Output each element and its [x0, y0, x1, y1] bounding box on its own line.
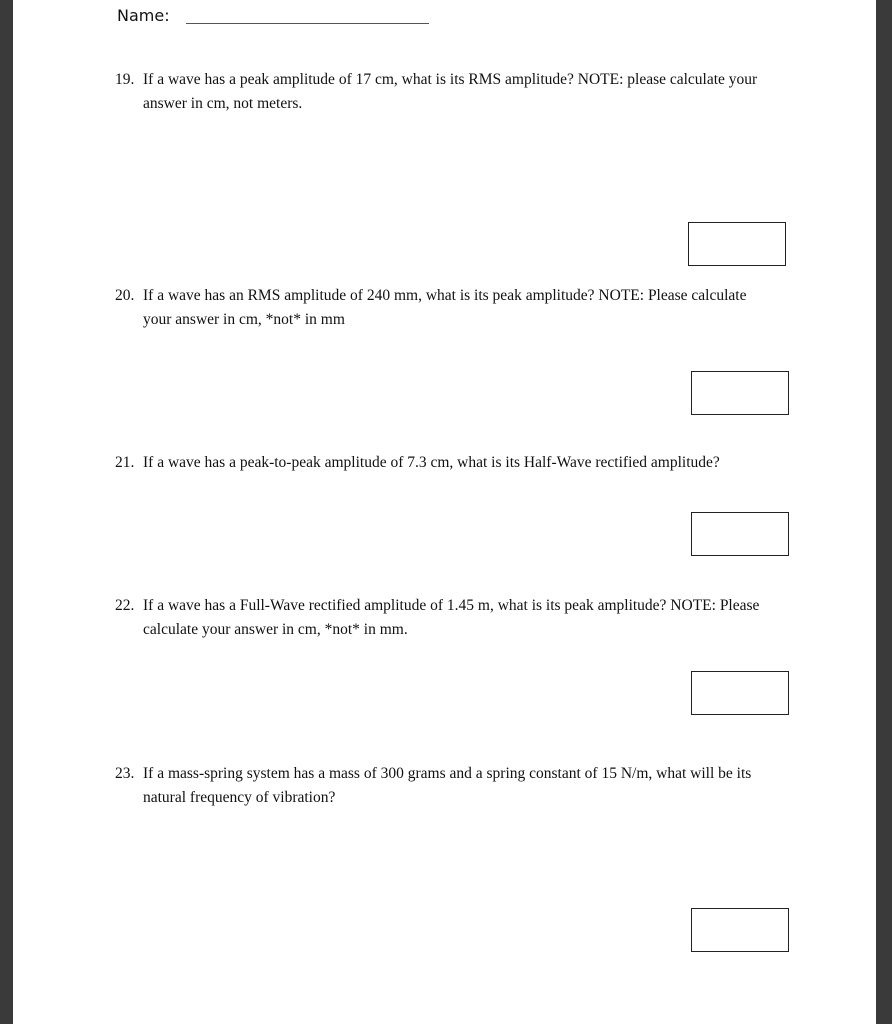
question-21	[115, 451, 805, 475]
question-text-line1: If a wave has a peak-to-peak amplitude of 7.3 cm, what is its Half-Wave rectified amplitude?	[143, 454, 720, 471]
question-text-line1: If a wave has a Full-Wave rectified amplitude of 1.45 m, what is its peak amplitude? NOTE: Please	[143, 597, 760, 614]
worksheet-page	[13, 0, 876, 1024]
answer-box-20[interactable]	[691, 371, 789, 415]
question-20	[115, 284, 805, 332]
question-text-line2: calculate your answer in cm, *not* in mm.	[143, 621, 408, 638]
question-number: 21.	[115, 454, 135, 471]
question-number: 19.	[115, 71, 135, 88]
answer-box-23[interactable]	[691, 908, 789, 952]
question-text-line2: answer in cm, not meters.	[143, 95, 303, 112]
question-text-line1: If a wave has an RMS amplitude of 240 mm, what is its peak amplitude? NOTE: Please calculate	[143, 287, 747, 304]
question-text-line1: If a mass-spring system has a mass of 300 grams and a spring constant of 15 N/m, what will be its	[143, 765, 752, 782]
question-number: 22.	[115, 597, 135, 614]
question-text-line1: If a wave has a peak amplitude of 17 cm, what is its RMS amplitude? NOTE: please calculate your	[143, 71, 758, 88]
question-19	[115, 68, 805, 116]
question-text-line2: natural frequency of vibration?	[143, 789, 336, 806]
question-text-line2: your answer in cm, *not* in mm	[143, 311, 345, 328]
question-23	[115, 762, 805, 810]
question-number: 20.	[115, 287, 135, 304]
question-number: 23.	[115, 765, 135, 782]
question-22	[115, 594, 805, 642]
name-label: Name:	[117, 6, 170, 25]
name-entry-line[interactable]	[186, 23, 429, 24]
answer-box-21[interactable]	[691, 512, 789, 556]
answer-box-19[interactable]	[688, 222, 786, 266]
answer-box-22[interactable]	[691, 671, 789, 715]
